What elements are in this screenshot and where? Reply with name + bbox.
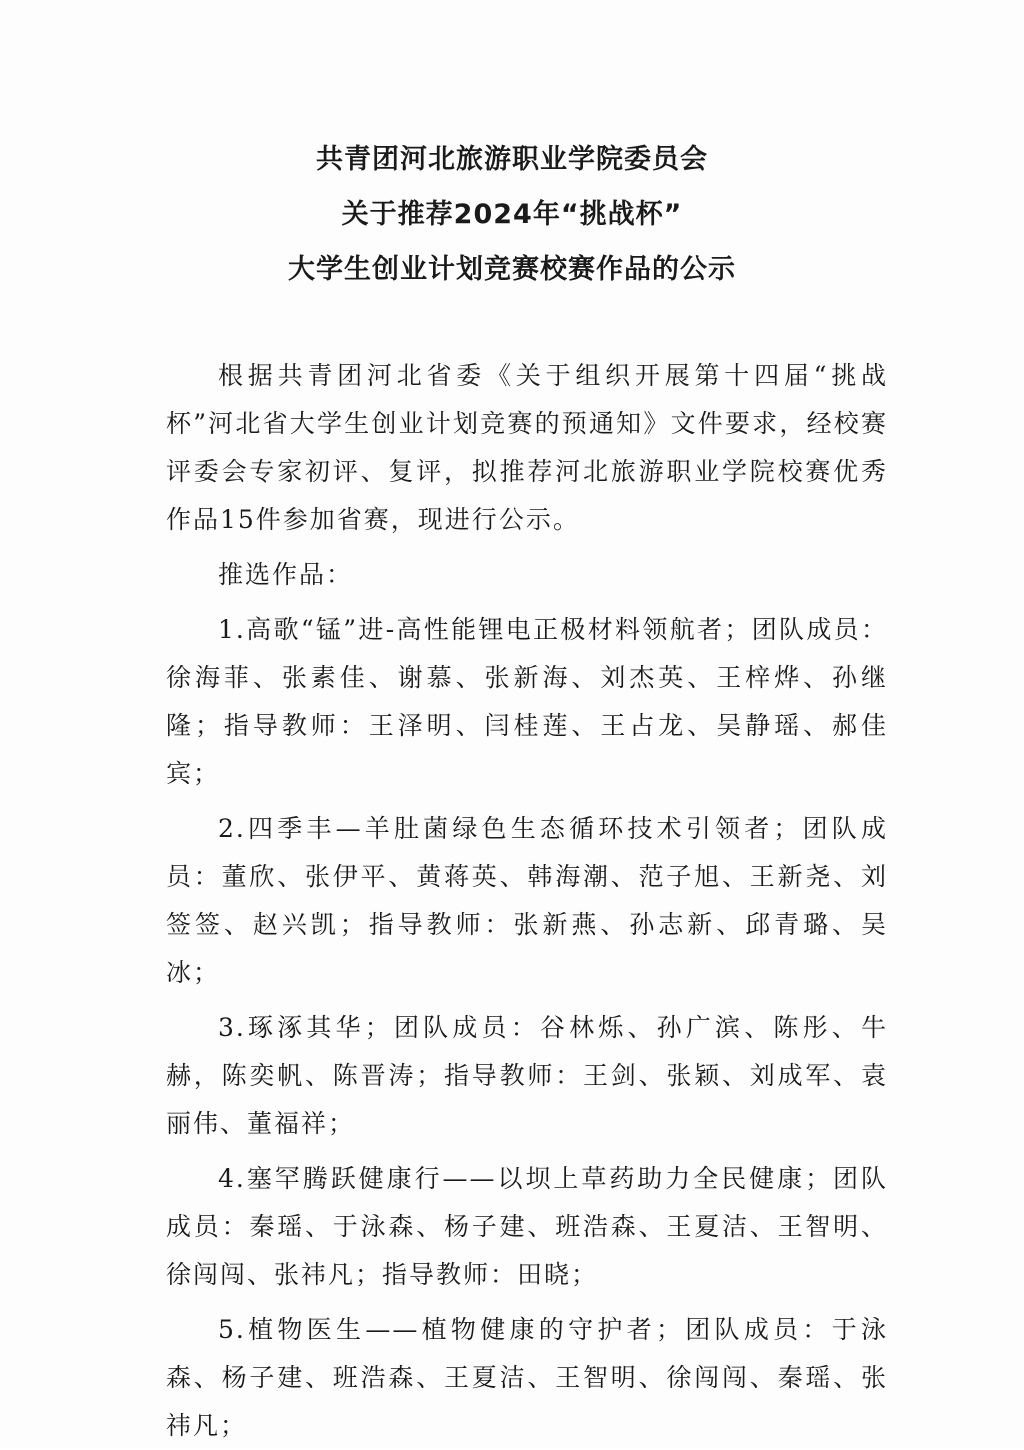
list-item-2: 2.四季丰—羊肚菌绿色生态循环技术引领者；团队成员：董欣、张伊平、黄蒋英、韩海潮、范子旭、王新尧、刘签签、赵兴凯；指导教师：张新燕、孙志新、邱青璐、吴冰； [166, 814, 888, 987]
document-title [0, 132, 1024, 297]
list-item-3: 3.琢涿其华；团队成员：谷林烁、孙广滨、陈彤、牛赫，陈奕帆、陈晋涛；指导教师：王剑、张颖、刘成军、袁丽伟、董福祥； [166, 1013, 888, 1138]
list-item-4: 4.塞罕腾跃健康行——以坝上草药助力全民健康；团队成员：秦瑶、于泳森、杨子建、班浩森、王夏洁、王智明、徐闯闯、张祎凡；指导教师：田晓； [166, 1164, 888, 1289]
intro-paragraph: 根据共青团河北省委《关于组织开展第十四届“挑战杯”河北省大学生创业计划竞赛的预通知》文件要求，经校赛评委会专家初评、复评，拟推荐河北旅游职业学院校赛优秀作品15件参加省赛，现进行公示。 [166, 361, 888, 534]
list-item-1: 1.高歌“锰”进-高性能锂电正极材料领航者；团队成员：徐海菲、张素佳、谢慕、张新海、刘杰英、王梓烨、孙继隆；指导教师：王泽明、闫桂莲、王占龙、吴静瑶、郝佳宾； [166, 615, 888, 788]
section-heading: 推选作品： [218, 560, 354, 589]
document-body [166, 352, 888, 1450]
title-line-1: 共青团河北旅游职业学院委员会 [316, 144, 708, 175]
list-item-5: 5.植物医生——植物健康的守护者；团队成员：于泳森、杨子建、班浩森、王夏洁、王智明、徐闯闯、秦瑶、张祎凡； [166, 1315, 888, 1440]
title-line-3: 大学生创业计划竞赛校赛作品的公示 [288, 254, 736, 285]
title-line-2: 关于推荐2024年“挑战杯” [341, 199, 683, 230]
